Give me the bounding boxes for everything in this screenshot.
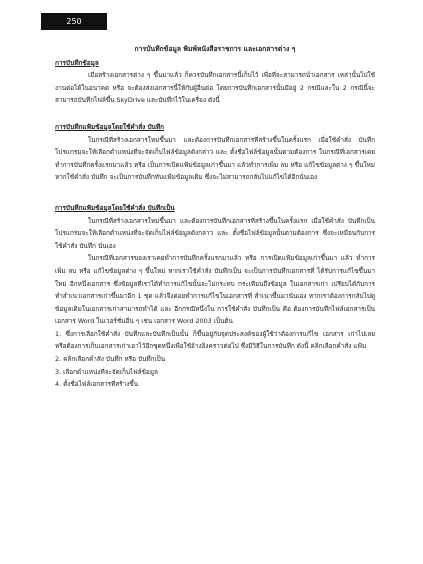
document-title: การบันทึกข้อมูล พิมพ์หนังสือราชการ และเอกสารต่าง ๆ — [134, 45, 296, 53]
paragraph: ในกรณีที่สร้างเอกสารใหม่ขึ้นมา และต้องการบันทึกเอกสารที่สร้างขึ้นในครั้งแรก เมื่อใช้คำสั่ง บันทึก โปรแกรมจะให้เลือกตำแหน่งที่จะจัดเก็บไฟล์ข้อมูลดังกล่าว และ ตั้งชื่อไฟล์ข้อมูลนั้นตามต้องการ ในกรณีที่เอกสารเคยทำการบันทึกครั้งแรกมาแล้ว หรือ เป็นการเปิดแฟ้มข้อมูลเก่าขึ้นมา แล้วทำการเพิ่ม ลบ หรือ แก้ไขข้อมูลต่าง ๆ ขึ้นใหม่ หากใช้คำสั่ง บันทึก จะเป็นการบันทึกทับแฟ้มข้อมูลเดิม ซึ่งจะไม่สามารถกลับไปแก้ไขได้อีกนั่นเอง — [55, 135, 375, 182]
spacer — [55, 184, 375, 202]
spacer — [55, 107, 375, 121]
section-heading-save-as-command: การบันทึกแฟ้มข้อมูลโดยใช้คำสั่ง บันทึกเป็น — [55, 203, 175, 212]
page-number: 250 — [41, 13, 107, 30]
paragraph: ในกรณีที่สร้างเอกสารใหม่ขึ้นมา และต้องการบันทึกเอกสารที่สร้างขึ้นในครั้งแรก เมื่อใช้คำสั่ง บันทึกเป็น โปรแกรมจะให้เลือกตำแหน่งที่จะจัดเก็บไฟล์ข้อมูลดังกล่าว และ ตั้งชื่อไฟล์ข้อมูลนั้นตามต้องการ ซึ่งจะเหมือนกับการใช้คำสั่ง บันทึก นั่นเอง — [55, 216, 375, 250]
list-item: 4. ตั้งชื่อไฟล์เอกสารที่สร้างขึ้น — [55, 380, 139, 389]
section-heading-save: การบันทึกข้อมูล — [55, 58, 99, 67]
steps-list — [55, 328, 375, 391]
list-item: 1. ซึ่งการเลือกใช้คำสั่ง บันทึกและบันทึกเป็นนั้น ก็ขึ้นอยู่กับจุดประสงค์ของผู้ใช้ว่าต้องการแก้ไข เอกสาร เก่าไปเลย หรือต้องการเก็บเอกสารเก่าเอาไว้อีกชุดหนึ่งเพื่อใช้อ้างอิงคราวต่อไป ซึ่งมีวิธีในการบันทึก ดังนี้ คลิกเลือกคำสั่ง แฟ้ม — [55, 329, 375, 351]
document-body — [55, 43, 375, 391]
list-item: 3. เลือกตำแหน่งที่จะจัดเก็บไฟล์ข้อมูล — [55, 367, 158, 376]
section-heading-save-command: การบันทึกแฟ้มข้อมูลโดยใช้คำสั่ง บันทึก — [55, 122, 164, 131]
list-item: 2. คลิกเลือกคำสั่ง บันทึก หรือ บันทึกเป็น — [55, 355, 166, 364]
paragraph: ในกรณีที่เอกสารของเราเคยทำการบันทึกครั้งแรกมาแล้ว หรือ การเปิดแฟ้มข้อมูลเก่าขึ้นมา แล้ว ทำการเพิ่ม ลบ หรือ แก้ไขข้อมูลต่าง ๆ ขึ้นใหม่ หากเราใช้คำสั่ง บันทึกเป็น จะเป็นการบันทึกเอกสารที่ ได้รับการแก้ไขขึ้นมาใหม่ อีกหนึ่งเอกสาร ซึ่งข้อมูลที่เราได้ทำการแก้ไขนั้นจะไม่กระทบ กระเทือนถึงข้อมูล ในเอกสารเก่า เปรียบได้กับการทำสำเนาเอกสารเก่าขึ้นมาอีก 1 ชุด แล้วจึงค่อยทำการแก้ไขในเอกสารที่ สำเนาขึ้นมานั่นเอง หากเราต้องการกลับไปดูข้อมูลเดิมในเอกสารเก่าสามารถทำได้ และ อีกกรณีหนึ่งใน การใช้คำสั่ง บันทึกเป็น คือ ต้องการบันทึกไฟล์เอกสารเป็นเอกสาร Word ในเวอร์ชั่นอื่น ๆ เช่น เอกสาร Word 2003 เป็นต้น — [55, 254, 375, 326]
paragraph: เมื่อสร้างเอกสารต่าง ๆ ขึ้นมาแล้ว ก็ควรบันทึกเอกสารนี้เก็บไว้ เพื่อที่จะสามารถนำเอกสาร เหล่านั้นไปใช้งานต่อได้ในอนาคต หรือ จะต้องส่งเอกสารนี้ให้กับผู้อื่นต่อ โดยการบันทึกเอกสารนั้นมีอยู่ 2 กรณีและใน 2 กรณีนี้จะสามารถบันทึกไฟล์ขึ้น SkyDrive และบันทึกไว้ในเครื่อง ดังนี้ — [55, 71, 375, 105]
